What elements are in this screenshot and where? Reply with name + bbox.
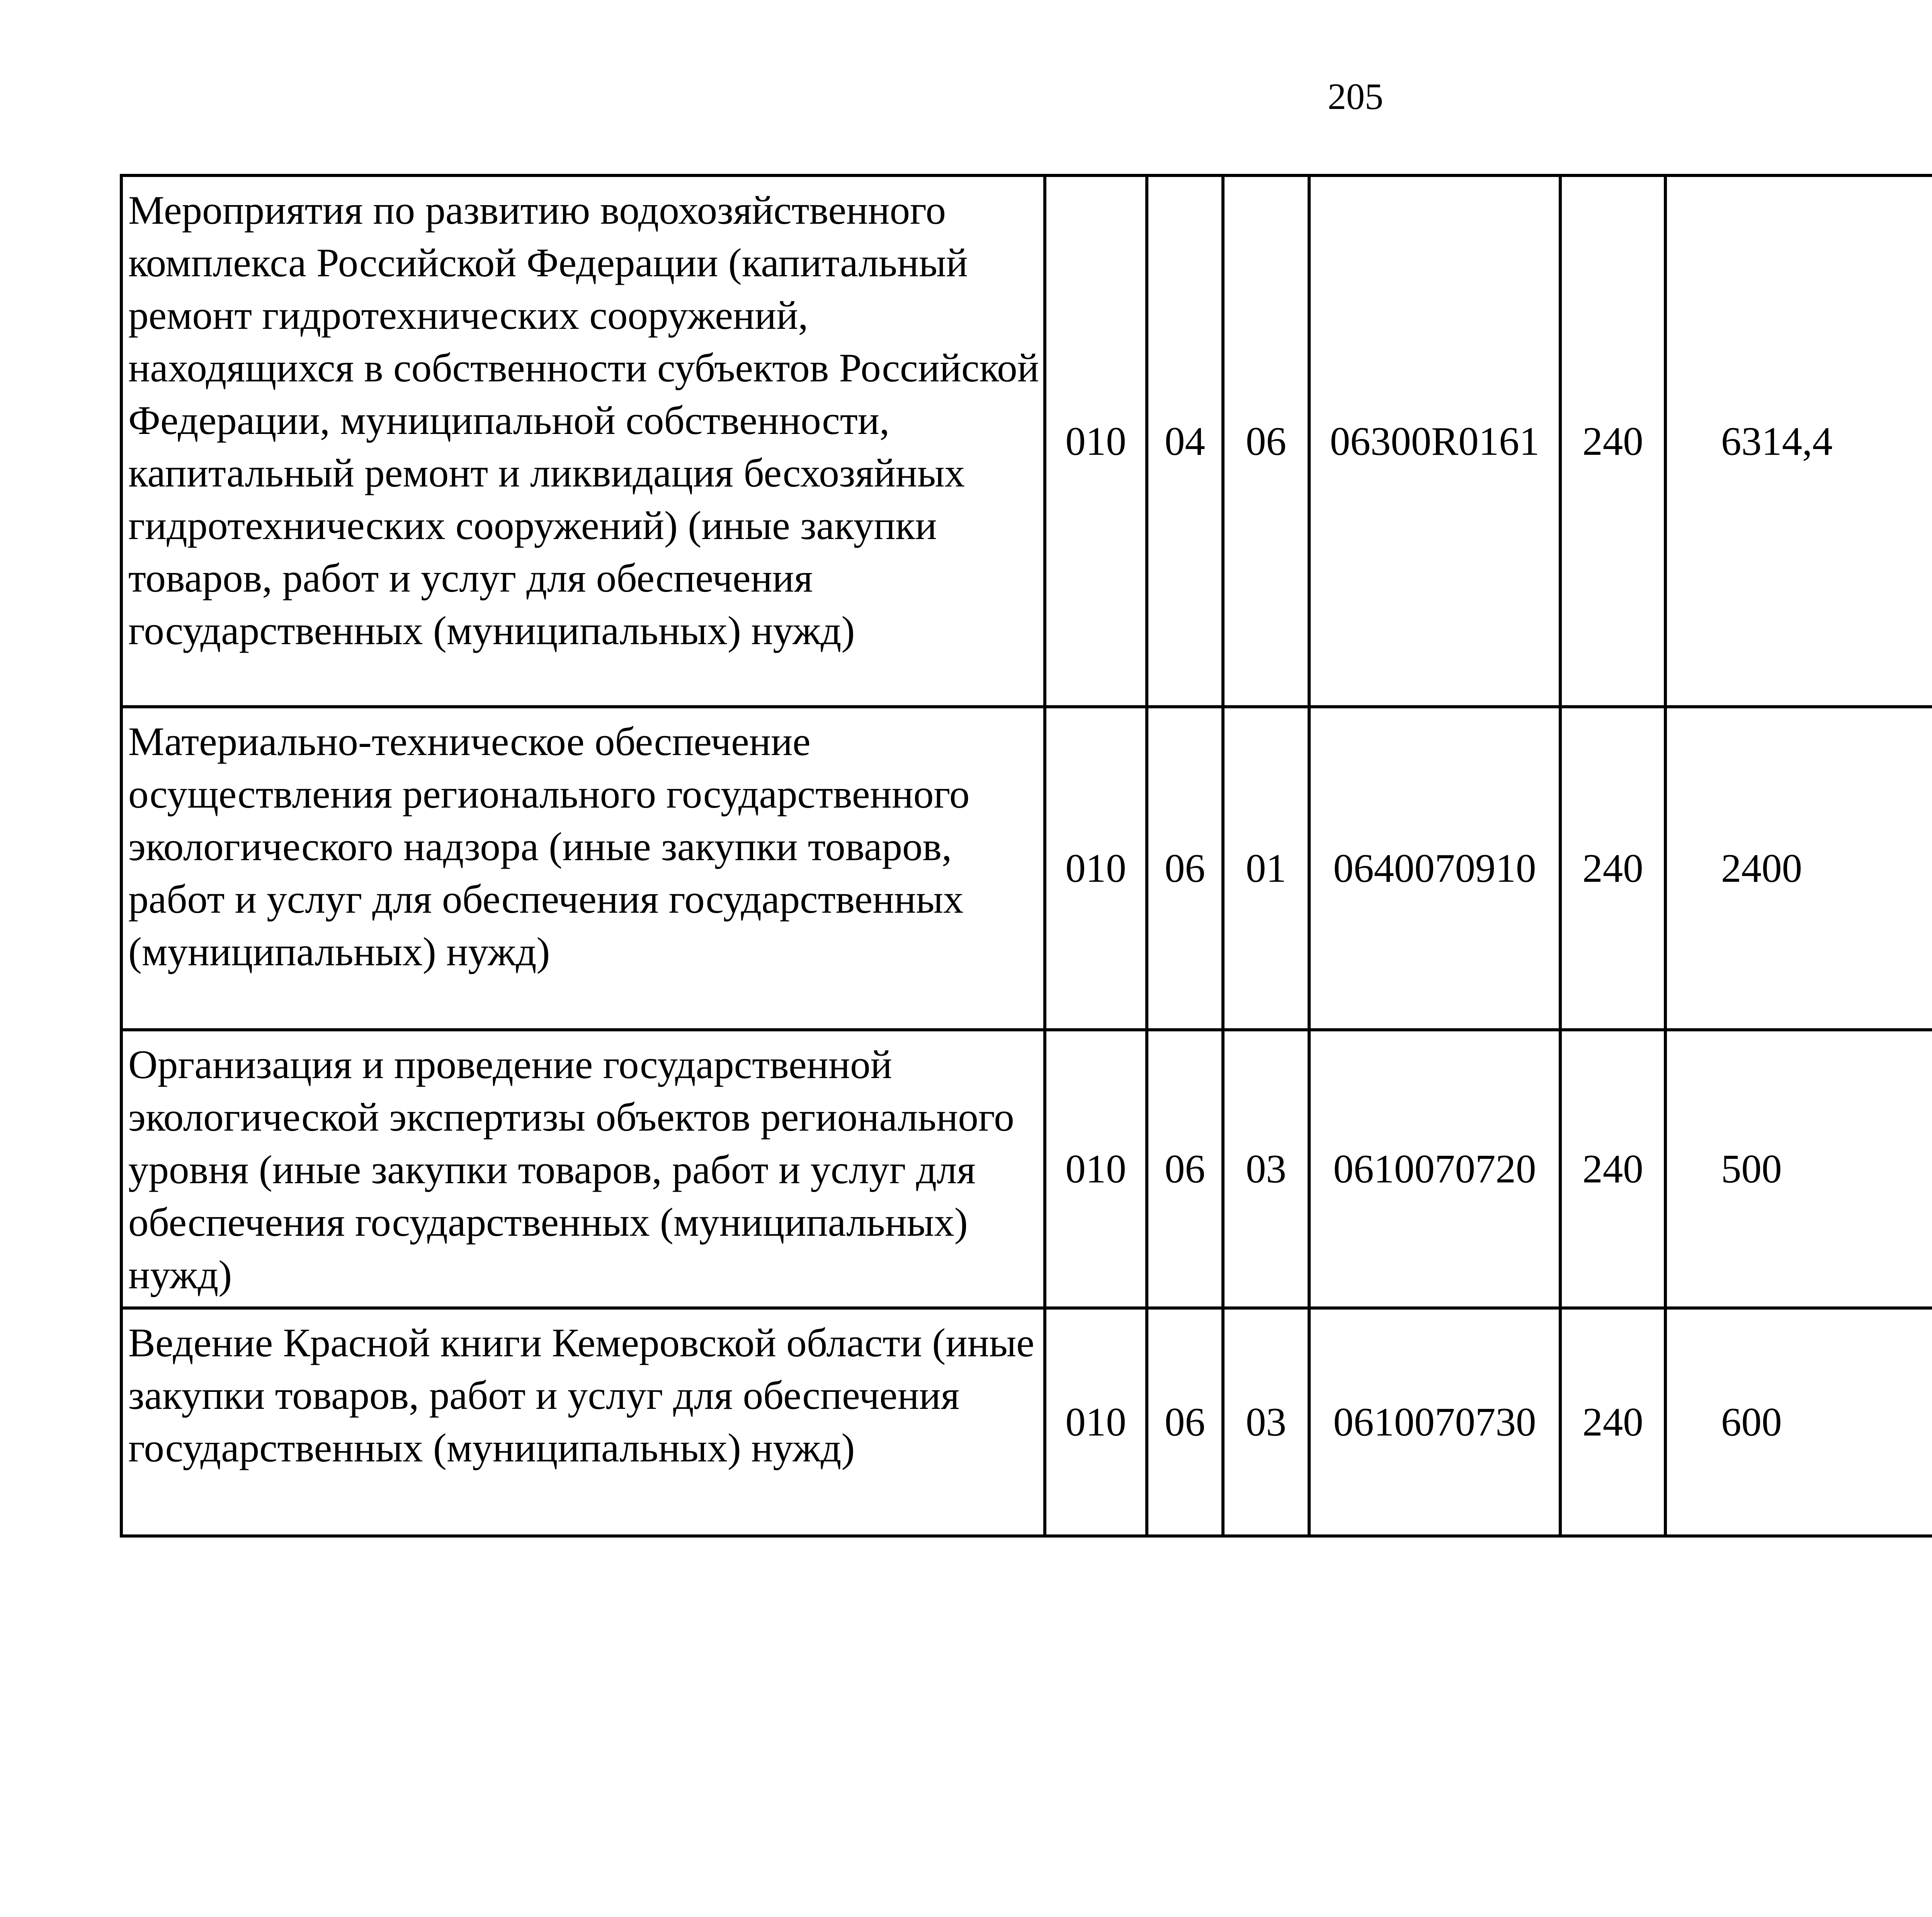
ministry-code: 010 xyxy=(1045,1308,1147,1536)
amount-year-1: 500 xyxy=(1665,1030,1932,1308)
target-article-code: 0640070910 xyxy=(1309,707,1560,1030)
subsection-code: 06 xyxy=(1223,175,1309,707)
row-description: Материально-техническое обеспечение осуществления регионального государственного экологического надзора (иные закупки товаров, работ и услуг для обеспечения государственных (муниципальных) нужд) xyxy=(121,707,1045,1030)
row-description: Ведение Красной книги Кемеровской области (иные закупки товаров, работ и услуг для обеспечения государственных (муниципальных) нужд) xyxy=(121,1308,1045,1536)
budget-table xyxy=(120,174,1932,1538)
target-article-code: 06300R0161 xyxy=(1309,175,1560,707)
table-row xyxy=(121,175,1932,707)
section-code: 04 xyxy=(1147,175,1223,707)
page-number: 205 xyxy=(1328,76,1383,117)
ministry-code: 010 xyxy=(1045,1030,1147,1308)
table-row xyxy=(121,707,1932,1030)
ministry-code: 010 xyxy=(1045,175,1147,707)
subsection-code: 03 xyxy=(1223,1030,1309,1308)
target-article-code: 0610070720 xyxy=(1309,1030,1560,1308)
amount-year-1: 600 xyxy=(1665,1308,1932,1536)
table-row xyxy=(121,1308,1932,1536)
expense-type-code: 240 xyxy=(1560,175,1665,707)
section-code: 06 xyxy=(1147,707,1223,1030)
subsection-code: 01 xyxy=(1223,707,1309,1030)
row-description: Организация и проведение государственной экологической экспертизы объектов регионального уровня (иные закупки товаров, работ и услуг для обеспечения государственных (муниципальных) нужд) xyxy=(121,1030,1045,1308)
amount-year-1: 6314,4 xyxy=(1665,175,1932,707)
target-article-code: 0610070730 xyxy=(1309,1308,1560,1536)
row-description: Мероприятия по развитию водохозяйственного комплекса Российской Федерации (капитальный ремонт гидротехнических сооружений, находящихся в собственности субъектов Российской Федерации, муниципальной собственности, капитальный ремонт и ликвидация бесхозяйных гидротехнических сооружений) (иные закупки товаров, работ и услуг для обеспечения государственных (муниципальных) нужд) xyxy=(121,175,1045,707)
section-code: 06 xyxy=(1147,1308,1223,1536)
expense-type-code: 240 xyxy=(1560,707,1665,1030)
expense-type-code: 240 xyxy=(1560,1030,1665,1308)
section-code: 06 xyxy=(1147,1030,1223,1308)
table-row xyxy=(121,1030,1932,1308)
amount-year-1: 2400 xyxy=(1665,707,1932,1030)
ministry-code: 010 xyxy=(1045,707,1147,1030)
subsection-code: 03 xyxy=(1223,1308,1309,1536)
expense-type-code: 240 xyxy=(1560,1308,1665,1536)
